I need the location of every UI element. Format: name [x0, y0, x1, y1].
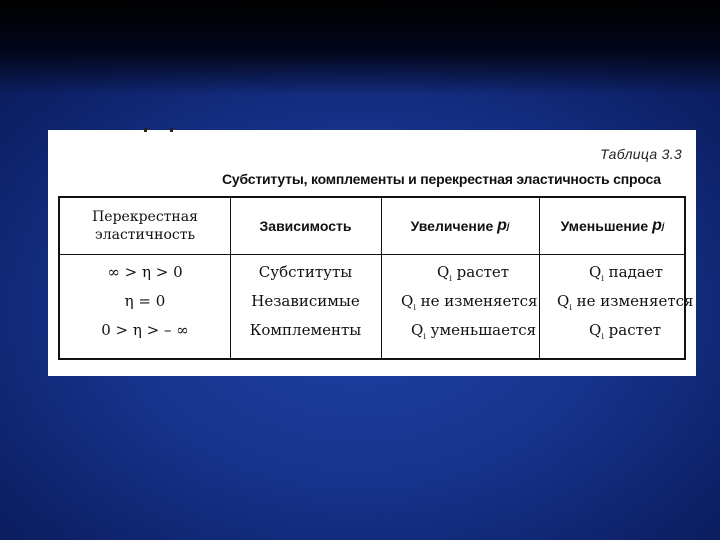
cell-increase-text: растет: [456, 263, 510, 281]
cell-decrease: [539, 316, 686, 345]
header-cross-elasticity-line2: эластичность: [94, 227, 196, 243]
q-var: Q: [589, 321, 602, 339]
q-sub: i: [449, 274, 452, 283]
q-var: Q: [557, 292, 570, 310]
column-increase: [381, 258, 539, 356]
header-increase: [381, 198, 539, 254]
q-var: Q: [589, 263, 602, 281]
cell-elasticity: η = 0: [124, 292, 166, 310]
cell-increase: [381, 287, 539, 316]
header-decrease-text: Уменьшение: [560, 218, 649, 234]
table-number-label: Таблица 3.3: [600, 146, 682, 162]
column-elasticity: [60, 258, 230, 356]
cell-elasticity: ∞ > η > 0: [107, 263, 183, 281]
cell-decrease: [539, 287, 694, 316]
header-decrease: [539, 198, 686, 254]
q-var: Q: [401, 292, 414, 310]
header-decrease-sub: j: [661, 221, 665, 231]
cell-decrease: [539, 258, 686, 287]
cell-decrease-text: растет: [608, 321, 662, 339]
cell-increase-text: не изменяется: [420, 292, 538, 310]
header-dependency: Зависимость: [259, 218, 352, 234]
q-var: Q: [411, 321, 424, 339]
header-divider: [60, 254, 684, 255]
q-sub: i: [413, 303, 416, 312]
q-sub: i: [601, 332, 604, 341]
elasticity-table: [58, 196, 694, 360]
cell-decrease-text: падает: [608, 263, 663, 281]
q-sub: i: [601, 274, 604, 283]
cell-dependency: Субституты: [258, 263, 353, 281]
q-var: Q: [437, 263, 450, 281]
cell-increase: [381, 316, 539, 345]
scanned-table-image: [48, 130, 696, 376]
cell-elasticity: 0 > η > – ∞: [101, 321, 189, 339]
cell-increase-text: уменьшается: [430, 321, 537, 339]
header-increase-text: Увеличение: [410, 218, 494, 234]
table-title: Субституты, комплементы и перекрестная эластичность спроса: [222, 171, 661, 187]
column-dependency: [230, 258, 381, 356]
scan-artifact: [144, 130, 184, 136]
cell-dependency: Независимые: [251, 292, 360, 310]
cell-decrease-text: не изменяется: [576, 292, 694, 310]
header-cross-elasticity-line1: Перекрестная: [92, 209, 198, 225]
slide-top-shadow: [0, 0, 720, 95]
q-sub: i: [423, 332, 426, 341]
cell-dependency: Комплементы: [249, 321, 362, 339]
header-decrease-var: p: [652, 217, 662, 234]
header-cross-elasticity: [60, 198, 230, 254]
q-sub: i: [569, 303, 572, 312]
header-increase-var: p: [497, 217, 507, 234]
cell-increase: [381, 258, 539, 287]
column-decrease: [539, 258, 694, 356]
header-increase-sub: j: [506, 221, 510, 231]
